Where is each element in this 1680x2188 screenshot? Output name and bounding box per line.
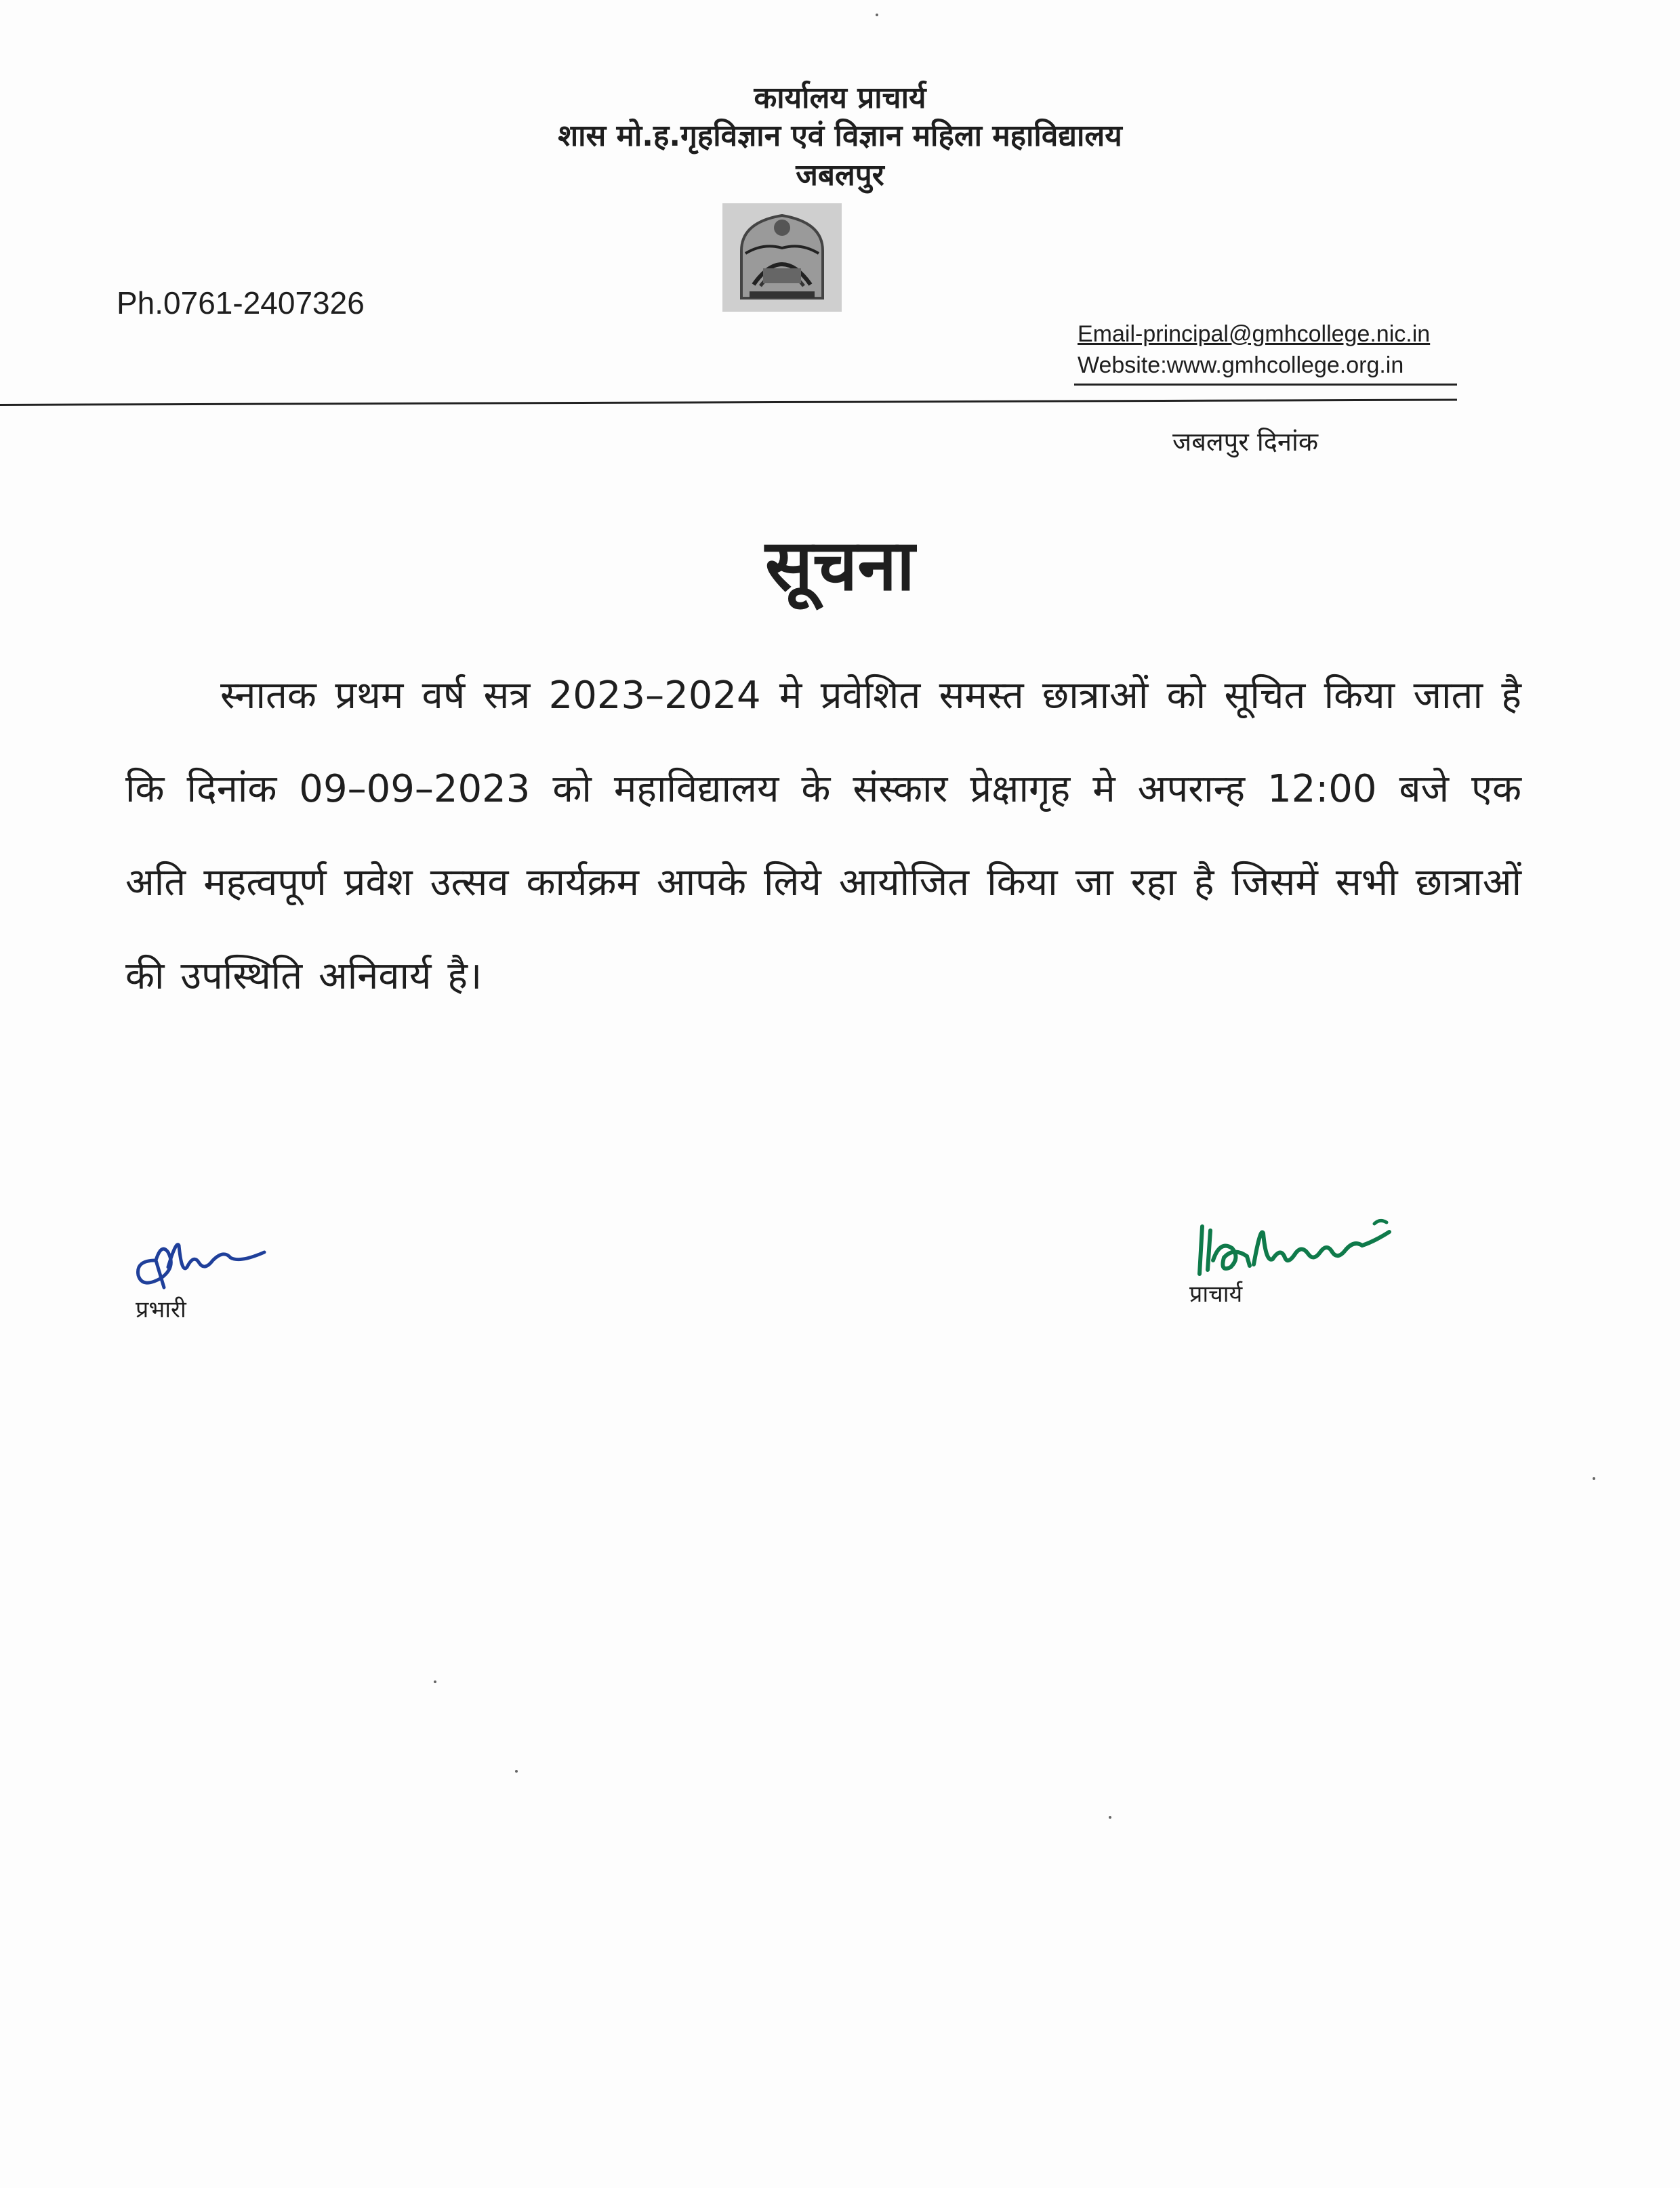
date-line: जबलपुर दिनांक [1172, 427, 1318, 457]
notice-body: स्नातक प्रथम वर्ष सत्र 2023–2024 मे प्रवेशित समस्त छात्राओं को सूचित किया जाता है कि दिनांक 09–09–2023 को महाविद्यालय के संस्कार प्रेक्षागृह मे अपरान्ह 12:00 बजे एक अति महत्वपूर्ण प्रवेश उत्सव कार्यक्रम आपके लिये आयोजित किया जा रहा है जिसमें सभी छात्राओं की उपस्थिति अनिवार्य है। [125, 674, 1521, 998]
government-seal-emblem-icon [722, 203, 842, 312]
notice-title: सूचना [764, 524, 915, 606]
college-name: शास मो.ह.गृहविज्ञान एवं विज्ञान महिला महाविद्यालय [558, 119, 1122, 153]
office-title: कार्यालय प्राचार्य [754, 81, 926, 115]
city-name: जबलपुर [796, 158, 884, 192]
principal-label: प्राचार्य [1189, 1281, 1243, 1308]
contact-underline [1074, 384, 1457, 386]
email-link[interactable]: Email-principal@gmhcollege.nic.in [1078, 321, 1431, 347]
principal-signature [1193, 1199, 1396, 1281]
website-link[interactable]: Website:www.gmhcollege.org.in [1078, 352, 1404, 378]
scan-speck [515, 1770, 518, 1773]
scan-speck [876, 14, 878, 16]
header-divider [0, 398, 1457, 406]
scan-speck [434, 1680, 436, 1683]
contact-block [1078, 318, 1430, 381]
incharge-label: प्रभारी [136, 1296, 186, 1323]
scan-speck [1593, 1477, 1595, 1480]
scan-speck [1109, 1816, 1111, 1819]
phone-number: Ph.0761-2407326 [117, 285, 365, 321]
incharge-signature [129, 1213, 271, 1294]
